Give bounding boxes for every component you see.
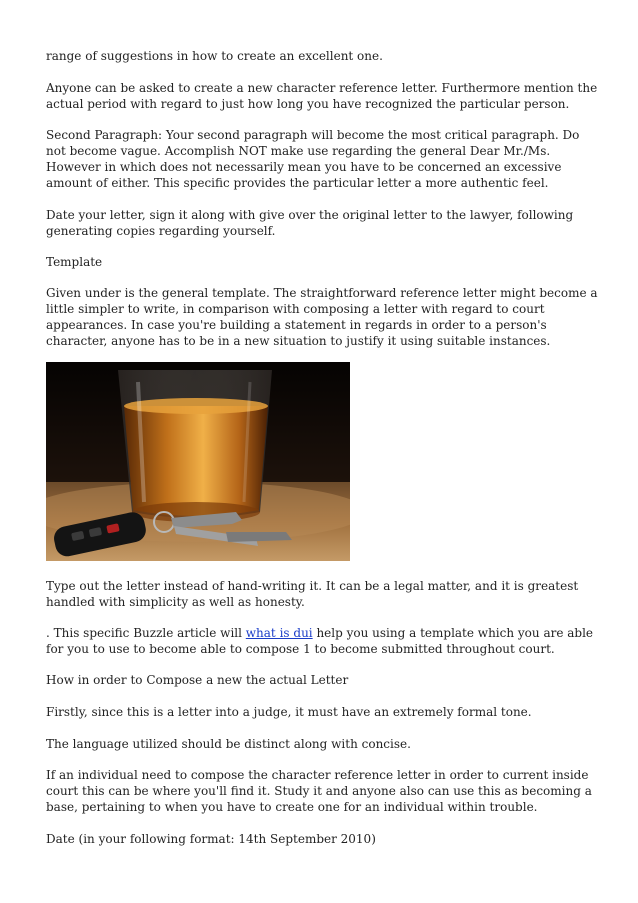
heading-template: Template: [46, 255, 103, 269]
paragraph-intro-tail: range of suggestions in how to create an excellent one.: [46, 49, 383, 63]
paragraph-date-sign: Date your letter, sign it along with give over the original letter to the lawyer, following generating copies regarding yourself.: [46, 208, 574, 238]
paragraph-buzzle: [46, 625, 598, 657]
heading-how-to-compose: How in order to Compose a new the actual Letter: [46, 673, 349, 687]
paragraph-second: Second Paragraph: Your second paragraph will become the most critical paragraph. Do not become vague. Accomplish NOT make use regarding the general Dear Mr./Ms. However in which does not necessarily mean you have to be concerned an excessive amount of either. This specific provides the particular letter a more authentic feel.: [46, 128, 580, 190]
paragraph-type-out: Type out the letter instead of hand-writing it. It can be a legal matter, and it is greatest handled with simplicity as well as honesty.: [46, 579, 579, 609]
what-is-dui-link[interactable]: what is dui: [245, 626, 313, 640]
paragraph-character-reference: Anyone can be asked to create a new character reference letter. Furthermore mention the actual period with regard to just how long you have recognized the particular person.: [46, 81, 598, 111]
whiskey-glass-keys-photo: [46, 362, 350, 561]
paragraph-compose-reference: If an individual need to compose the character reference letter in order to current inside court this can be where you'll find it. Study it and anyone also can use this as becoming a base, pertaining to when you have to create one for an individual within trouble.: [46, 768, 592, 814]
buzzle-text-after: help you using a template which you are able for you to use to become able to compose 1 to become submitted throughout court.: [46, 626, 594, 656]
buzzle-text-before: . This specific Buzzle article will: [46, 626, 246, 640]
photo-illustration: [46, 362, 350, 561]
paragraph-date-format: Date (in your following format: 14th September 2010): [46, 832, 376, 846]
paragraph-template: Given under is the general template. The straightforward reference letter might become a little simpler to write, in comparison with composing a letter with regard to court appearances. In case you're building a statement in regards in order to a person's character, anyone has to be in a new situation to justify it using suitable instances.: [46, 286, 598, 348]
paragraph-language: The language utilized should be distinct along with concise.: [46, 737, 411, 751]
paragraph-formal-tone: Firstly, since this is a letter into a judge, it must have an extremely formal tone.: [46, 705, 532, 719]
